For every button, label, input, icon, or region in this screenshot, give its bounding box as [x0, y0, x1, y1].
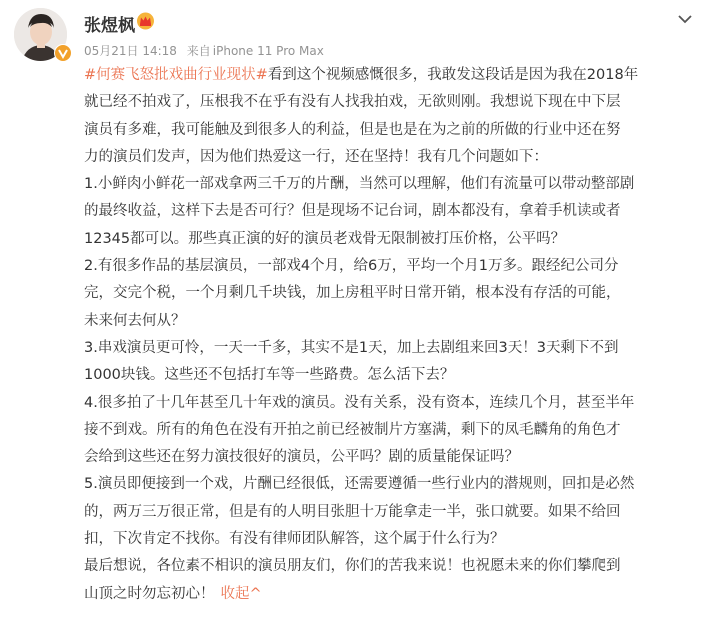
text-line: 最后想说，各位素不相识的演员朋友们，你们的苦我来说！也祝愿未来的你们攀爬到 — [84, 558, 621, 575]
text-line: 山顶之时勿忘初心！ 收起^ — [84, 585, 262, 602]
text-line: 5.演员即便接到一个戏，片酬已经很低，还需要遵循一些行业内的潜规则，回扣是必然 — [84, 476, 635, 493]
text-line: 扣，下次肯定不找你。有没有律师团队解答，这个属于什么行为？ — [84, 531, 505, 548]
text-line: 1.小鲜肉小鲜花一部戏拿两三千万的片酬，当然可以理解，他们有流量可以带动整部剧 — [84, 176, 635, 193]
post-meta — [84, 42, 330, 59]
text-line: 会给到这些还在努力演技很好的演员，公平吗？剧的质量能保证吗？ — [84, 449, 519, 466]
text-line: 完，交完个税，一个月剩几千块钱，加上房租平时日常开销，根本没有存活的可能， — [84, 285, 621, 302]
text-line: 12345都可以。那些真正演的好的演员老戏骨无限制被打压价格，公平吗？ — [84, 230, 566, 247]
text-line: 的，两万三万很正常，但是有的人明目张胆十万能拿走一半，张口就要。如果不给回 — [84, 503, 621, 520]
text-line: 演员有多难，我可能触及到很多人的利益，但是也是在为之前的所做的行业中还在努 — [84, 121, 621, 138]
verified-badge-icon — [54, 44, 72, 62]
text-line: 2.有很多作品的基层演员，一部戏4个月，给6万，平均一个月1万多。跟经纪公司分 — [84, 258, 619, 275]
text-line: 4.很多拍了十几年甚至几十年戏的演员。没有关系，没有资本，连续几个月，甚至半年 — [84, 394, 635, 411]
device-name: iPhone 11 Pro Max — [212, 44, 324, 58]
post-date[interactable]: 05月21日 14:18 — [84, 44, 177, 58]
chevron-up-icon: ^ — [249, 585, 262, 602]
post-text — [84, 62, 690, 608]
text-line: 力的演员们发声，因为他们热爱这一行，还在坚持！我有几个问题如下： — [84, 148, 548, 165]
text-line: 接不到戏。所有的角色在没有开拍之前已经被制片方塞满，剩下的凤毛麟角的角色才 — [84, 421, 621, 438]
author-name[interactable]: 张煜枫 — [84, 16, 135, 36]
text-line: 未来何去何从？ — [84, 312, 186, 329]
text-line: 3.串戏演员更可怜，一天一千多，其实不是1天，加上去剧组来回3天！3天剩下不到 — [84, 339, 619, 356]
text-line: 1000块钱。这些还不包括打车等一些路费。怎么活下去？ — [84, 367, 455, 384]
chevron-down-icon[interactable] — [677, 10, 693, 22]
collapse-button[interactable]: 收起^ — [220, 585, 262, 602]
text-line: 就已经不拍戏了，压根我不在乎有没有人找我拍戏，无欲则刚。我想说下现在中下层 — [84, 94, 621, 111]
text-line: #何赛飞怒批戏曲行业现状#看到这个视频感慨很多，我敢发这段话是因为我在2018年 — [84, 67, 639, 83]
source-prefix: 来自 — [186, 44, 211, 58]
text-line: 的最终收益，这样下去是否可行？但是现场不记台词，剧本都没有，拿着手机读或者 — [84, 203, 621, 220]
crown-icon[interactable] — [136, 12, 155, 30]
hashtag-link[interactable]: #何赛飞怒批戏曲行业现状# — [84, 67, 268, 83]
